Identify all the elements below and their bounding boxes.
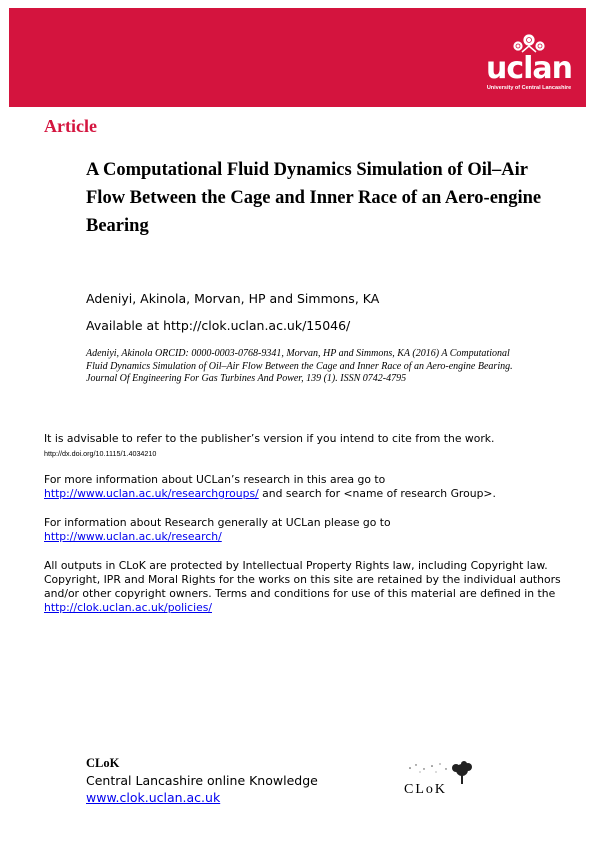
research-group-suffix: and search for <name of research Group>. [258,487,496,500]
availability-line [86,318,350,334]
footer-description: Central Lancashire online Knowledge [86,773,318,788]
uclan-logo[interactable] [484,32,574,102]
publisher-advice: It is advisable to refer to the publisher’s version if you intend to cite from the work. [44,432,495,445]
footer-url-link[interactable]: www.clok.uclan.ac.uk [86,790,221,805]
research-groups-link[interactable]: http://www.uclan.ac.uk/researchgroups/ [44,487,259,500]
rights-statement [44,559,564,615]
research-group-text: For more information about UCLan’s research in this area go to [44,473,386,486]
doi-link[interactable]: http://dx.doi.org/10.1115/1.4034210 [44,449,157,458]
article-type-label: Article [44,116,97,136]
logo-wordmark: uclan [485,51,573,86]
rights-text: All outputs in CLoK are protected by Intellectual Property Rights law, including Copyright law. Copyright, IPR and Moral Rights for the works on this site are retained by the individual authors and/or other copyright owners. Terms and conditions for use of this material are defined in the [44,559,561,600]
general-research-info [44,516,564,544]
citation: Adeniyi, Akinola ORCID: 0000-0003-0768-9341, Morvan, HP and Simmons, KA (2016) A Computational Fluid Dynamics Simulation of Oil–Air Flow Between the Cage and Inner Race of an Aero-engine Bearing. Journal Of Engineering For Gas Turbines And Power, 139 (1). ISSN 0742-4795 [86,348,513,384]
availability-prefix: Available at [86,318,164,333]
clok-logo-text: CLoK [404,782,447,797]
research-link[interactable]: http://www.uclan.ac.uk/research/ [44,530,222,543]
header-banner [9,8,586,107]
paper-title: A Computational Fluid Dynamics Simulation of Oil–Air Flow Between the Cage and Inner Race of an Aero-engine Bearing [86,160,542,236]
research-group-info [44,473,564,501]
availability-url[interactable]: http://clok.uclan.ac.uk/15046/ [163,318,351,333]
logo-subtitle: University of Central Lancashire [486,85,572,91]
general-research-text: For information about Research generally at UCLan please go to [44,516,391,529]
footer-repository-name: CLoK [86,756,120,770]
policies-link[interactable]: http://clok.uclan.ac.uk/policies/ [44,601,212,614]
clok-logo [398,760,480,806]
authors: Adeniyi, Akinola, Morvan, HP and Simmons, KA [86,291,380,306]
